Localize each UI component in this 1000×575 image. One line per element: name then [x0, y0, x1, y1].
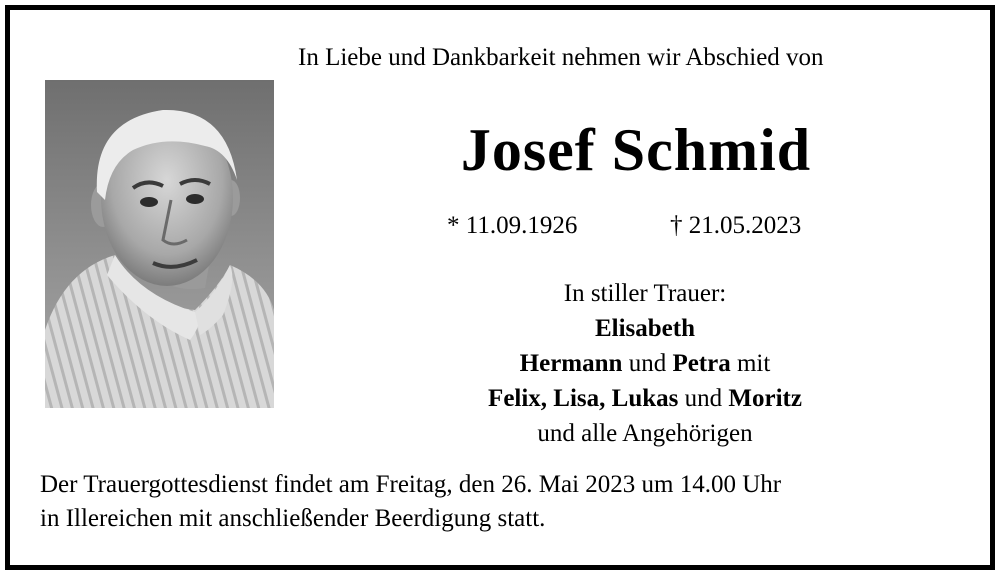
portrait-illustration [45, 80, 274, 408]
mourners-heading: In stiller Trauer: [563, 280, 727, 307]
mourners-relatives: und alle Angehörigen [537, 420, 753, 447]
mourner-petra: Petra [672, 350, 731, 377]
service-line-1: Der Trauergottesdienst findet am Freitag, den 26. Mai 2023 um 14.00 Uhr [40, 471, 782, 498]
mourner-elisabeth: Elisabeth [594, 315, 696, 342]
service-info [40, 468, 781, 536]
mourners-block [430, 276, 860, 451]
mourner-moritz: Moritz [728, 385, 802, 412]
mourner-hermann: Hermann [519, 350, 623, 377]
mourner-grandchildren: Felix, Lisa, Lukas [488, 385, 679, 412]
connector-text: und [622, 350, 673, 377]
birth-date: * 11.09.1926 [447, 212, 578, 239]
deceased-name: Josef Schmid [460, 117, 812, 183]
service-line-2: in Illereichen mit anschließender Beerdigung statt. [40, 505, 546, 532]
connector-text: mit [730, 350, 771, 377]
connector-text: und [678, 385, 729, 412]
portrait-photo [45, 80, 274, 408]
mourner-line-3 [430, 381, 860, 416]
intro-text: In Liebe und Dankbarkeit nehmen wir Abschied von [298, 44, 824, 71]
death-date: † 21.05.2023 [670, 212, 802, 239]
mourner-line-2 [430, 346, 860, 381]
